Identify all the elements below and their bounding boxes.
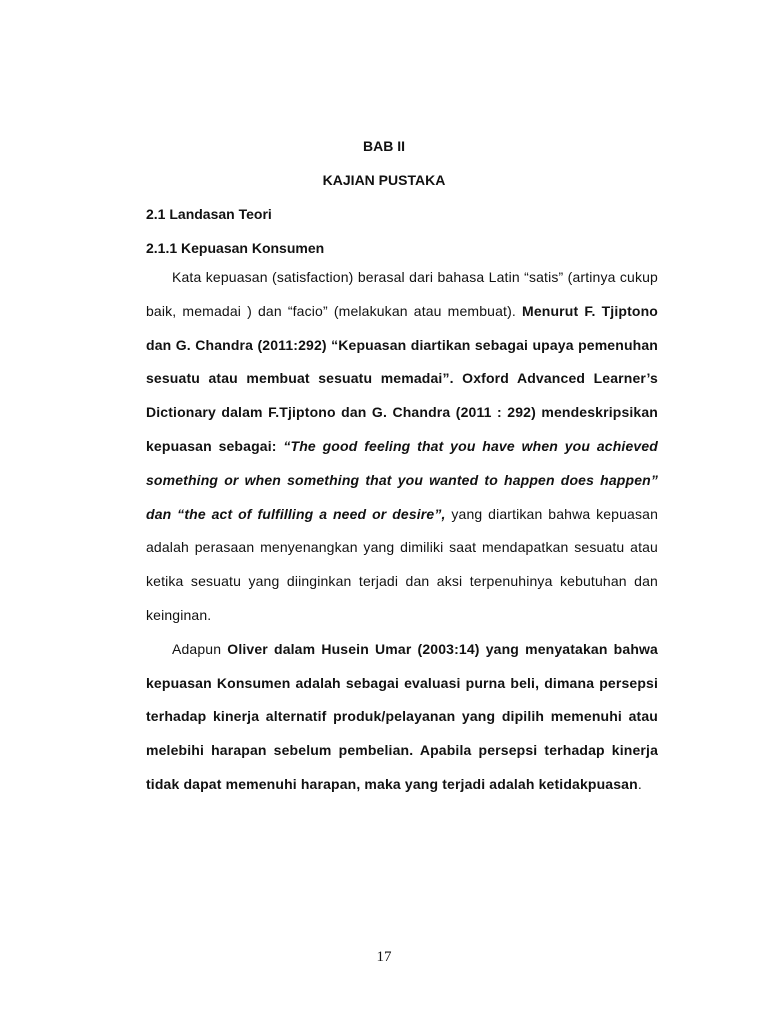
page-number: 17 xyxy=(376,949,392,965)
paragraph1-intro: Kata kepuasan (satisfaction) berasal dari bahasa Latin “satis” (artinya cukup baik, memadai ) dan “facio” (melakukan atau membuat). xyxy=(146,269,658,319)
paragraph-satisfaction-definition xyxy=(146,261,658,633)
paragraph2-intro: Adapun xyxy=(172,640,228,657)
subsection-heading: 2.1.1 Kepuasan Konsumen xyxy=(146,240,325,256)
body-text xyxy=(146,261,658,802)
paragraph1-citation: Menurut F. Tjiptono dan G. Chandra (2011:292) “Kepuasan diartikan sebagai upaya pemenuhan sesuatu atau membuat sesuatu memadai”. Oxford Advanced Learner’s Dictionary dalam F.Tjiptono dan G. Chandra (2011 : 292) mendeskripsikan kepuasan sebagai: xyxy=(146,302,658,454)
paragraph2-end: . xyxy=(637,775,642,792)
chapter-title: KAJIAN PUSTAKA xyxy=(322,172,446,188)
paragraph1-english-quote: “The good feeling that you have when you achieved something or when something that you wanted to happen does happen” dan “the act of fulfilling a need or desire”, xyxy=(146,437,658,522)
section-heading: 2.1 Landasan Teori xyxy=(146,206,272,222)
chapter-heading: BAB II xyxy=(363,138,405,154)
paragraph2-citation: Oliver dalam Husein Umar (2003:14) yang menyatakan bahwa kepuasan Konsumen adalah sebagai evaluasi purna beli, dimana persepsi terhadap kinerja alternatif produk/pelayanan yang dipilih memenuhi atau melebihi harapan sebelum pembelian. Apabila persepsi terhadap kinerja tidak dapat memenuhi harapan, maka yang terjadi adalah ketidakpuasan xyxy=(146,640,658,792)
paragraph-oliver xyxy=(146,633,658,802)
paragraph1-translation: yang diartikan bahwa kepuasan adalah perasaan menyenangkan yang dimiliki saat mendapatkan sesuatu atau ketika sesuatu yang diinginkan terjadi dan aksi terpenuhinya kebutuhan dan keinginan. xyxy=(146,505,659,623)
